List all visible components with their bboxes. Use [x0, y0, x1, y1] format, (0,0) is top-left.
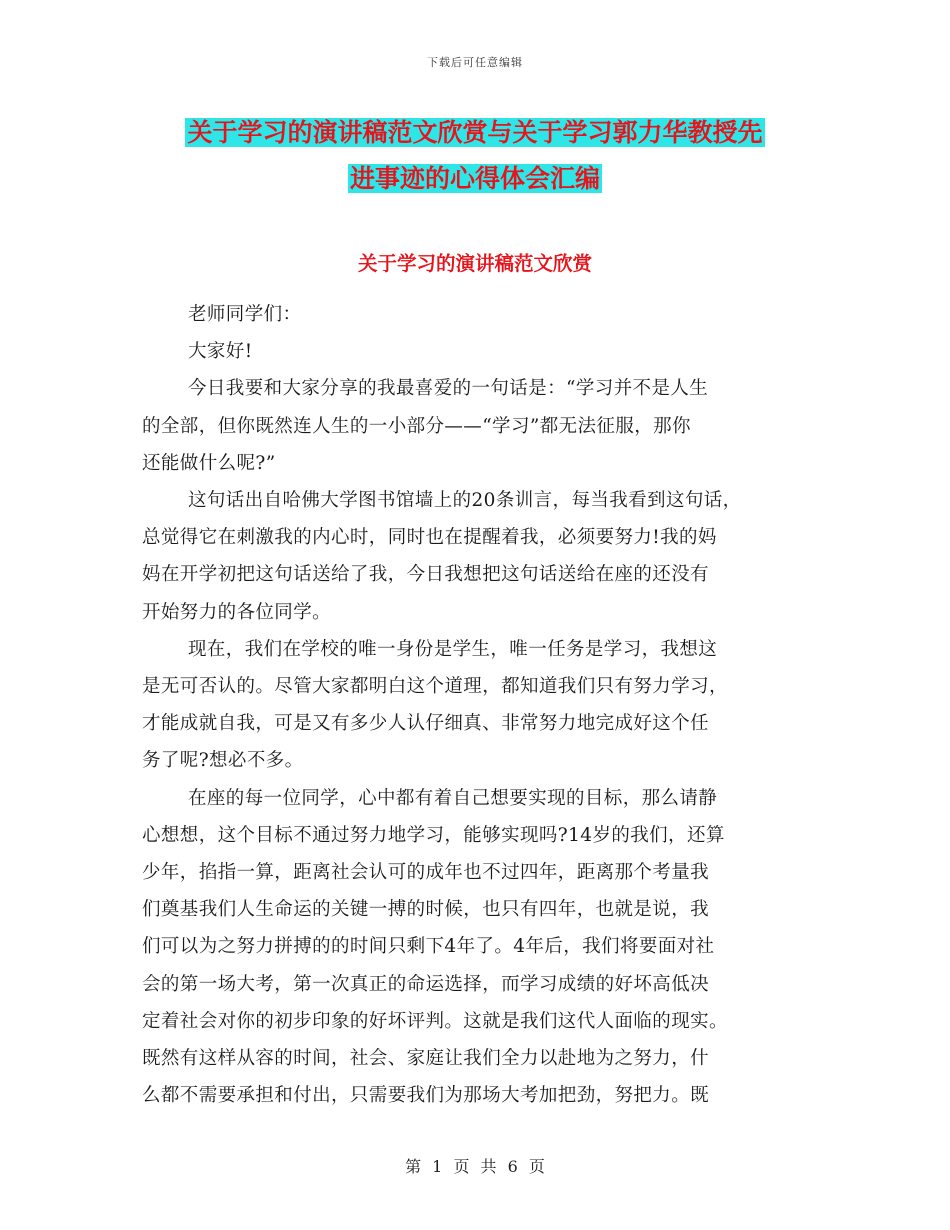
- document-title-line-1: 关于学习的演讲稿范文欣赏与关于学习郭力华教授先: [187, 118, 763, 147]
- document-title-line-2: 进事迹的心得体会汇编: [349, 164, 600, 193]
- paragraph-4-line: 在座的每一位同学，心中都有着自己想要实现的目标，那么请静: [188, 787, 718, 809]
- paragraph-1-line: 今日我要和大家分享的我最喜爱的一句话是：“学习并不是人生: [188, 378, 709, 400]
- document-title: [0, 110, 950, 202]
- paragraph-3-line: 是无可否认的。尽管大家都明白这个道理，都知道我们只有努力学习，: [142, 676, 728, 698]
- paragraph-4-line: 们可以为之努力拼搏的的时间只剩下4年了。4年后，我们将要面对社: [142, 936, 715, 958]
- paragraph-3-line: 才能成就自我，可是又有多少人认仔细真、非常努力地完成好这个任: [142, 713, 710, 735]
- header-note: 下载后可任意编辑: [427, 56, 523, 69]
- paragraph-3-line: 现在，我们在学校的唯一身份是学生，唯一任务是学习，我想这: [188, 638, 718, 660]
- paragraph-2-line: 这句话出自哈佛大学图书馆墙上的20条训言，每当我看到这句话，: [188, 490, 742, 512]
- document-body: [142, 296, 812, 1114]
- paragraph-4-line: 定着社会对你的初步印象的好坏评判。这就是我们这代人面临的现实。: [142, 1010, 728, 1032]
- paragraph-4-line: 们奠基我们人生命运的关键一搏的时候，也只有四年，也就是说，我: [142, 899, 710, 921]
- paragraph-2-line: 妈在开学初把这句话送给了我，今日我想把这句话送给在座的还没有: [142, 564, 710, 586]
- paragraph-2-line: 总觉得它在刺激我的内心时，同时也在提醒着我，必须要努力!我的妈: [142, 527, 717, 549]
- greeting: 大家好!: [188, 341, 253, 363]
- paragraph-1-line: 的全部，但你既然连人生的一小部分——“学习”都无法征服，那你: [142, 415, 691, 437]
- section-title: 关于学习的演讲稿范文欣赏: [357, 252, 592, 275]
- salutation: 老师同学们：: [188, 304, 302, 325]
- paragraph-4-line: 少年，掐指一算，距离社会认可的成年也不过四年，距离那个考量我: [142, 862, 710, 884]
- paragraph-3-line: 务了呢?想必不多。: [142, 750, 304, 772]
- paragraph-4-line: 既然有这样从容的时间，社会、家庭让我们全力以赴地为之努力，什: [142, 1048, 710, 1070]
- paragraph-4-line: 心想想，这个目标不通过努力地学习，能够实现吗?14岁的我们，还算: [142, 824, 725, 846]
- paragraph-4-line: 会的第一场大考，第一次真正的命运选择，而学习成绩的好坏高低决: [142, 973, 710, 995]
- paragraph-4-line: 么都不需要承担和付出，只需要我们为那场大考加把劲，努把力。既: [142, 1085, 710, 1107]
- paragraph-1-line: 还能做什么呢?”: [142, 452, 276, 474]
- page-footer: 第 1 页 共 6 页: [405, 1157, 545, 1176]
- paragraph-2-line: 开始努力的各位同学。: [142, 601, 332, 623]
